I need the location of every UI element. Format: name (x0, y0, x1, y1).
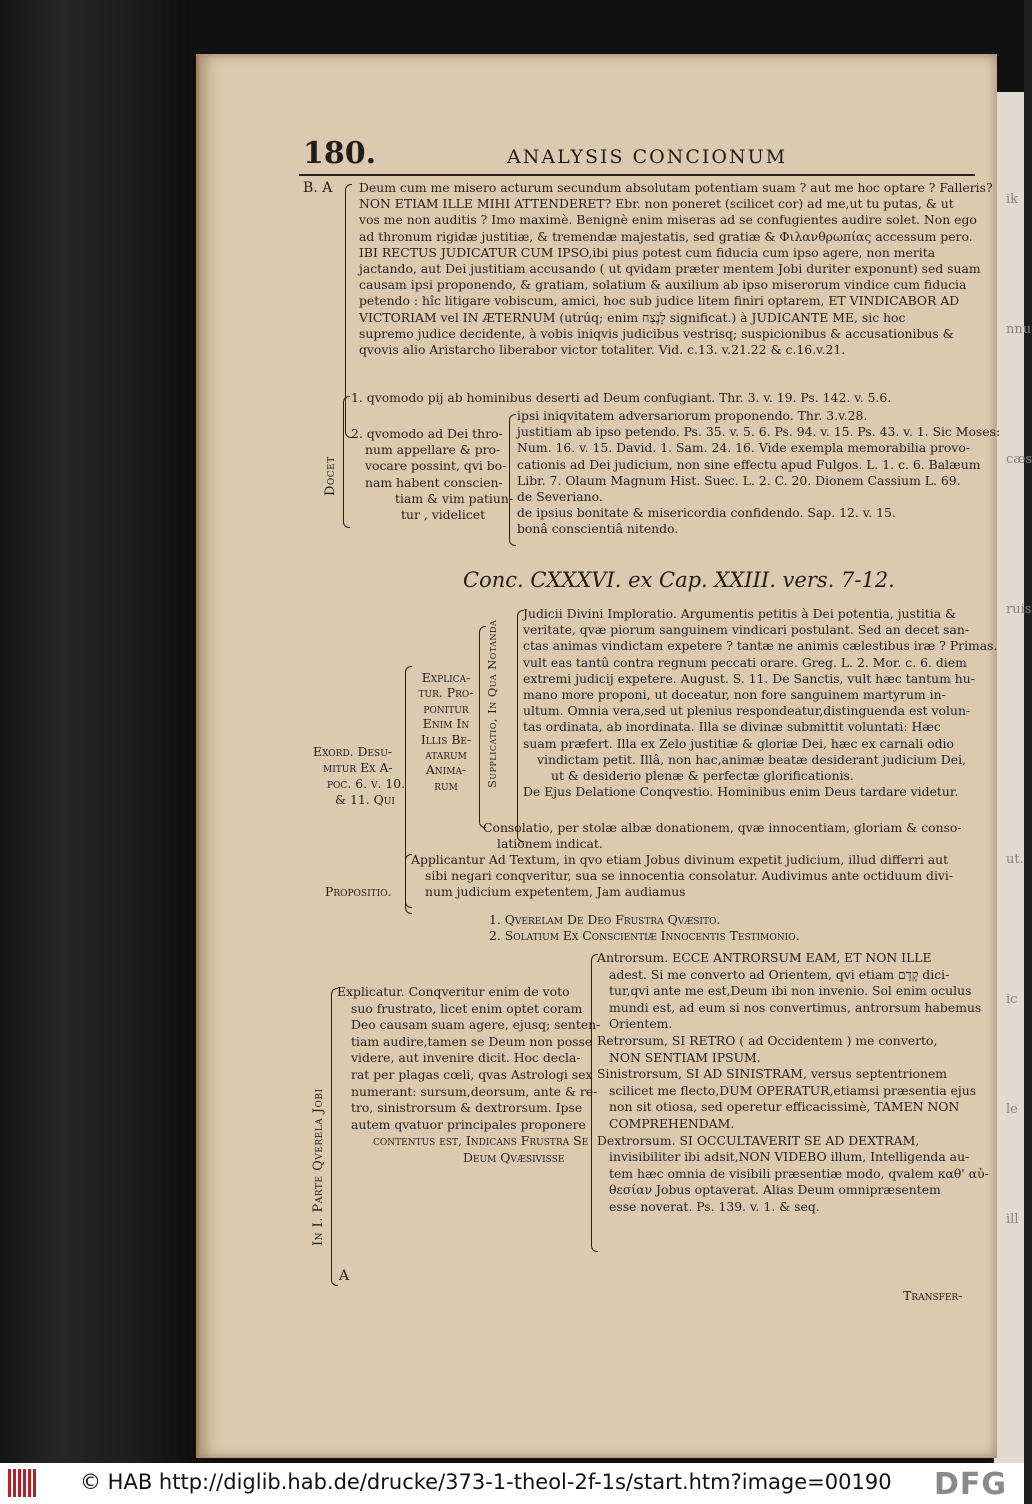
list-item: 2. Solatium Ex Conscientiæ Innocentis Testimonio. (489, 928, 800, 944)
text-line: Anima- (425, 762, 467, 778)
text-line: tiam & vim patiun- (395, 490, 514, 506)
text-line: COMPREHENDAM. (609, 1115, 735, 1131)
docet-item-2-right (517, 408, 1000, 538)
text-line: tur , videlicet (401, 507, 486, 523)
text-line: supremo judice decidente, à vobis iniqvis judicibus vestrisq; suspicionibus & accusationibus & (359, 325, 954, 341)
text-line: ponitur (423, 700, 469, 716)
part1-left (337, 984, 600, 1167)
text-line: Explica- (421, 670, 471, 685)
text-line: rat per plagas cœli, qvas Astrologi sex (351, 1066, 593, 1082)
text-line: Deum Qvæsivisse (463, 1149, 565, 1165)
text-line: tas ordinata, ab inordinata. Illa se divinæ submittit voluntati: Hæc (523, 719, 941, 735)
text-line: ut & desiderio plenæ & perfectæ glorificationis. (551, 768, 854, 784)
list-item: 1. Qverelam De Deo Frustra Qvæsito. (489, 912, 721, 927)
consolatio (483, 820, 962, 852)
text-line: num judicium expetentem, Jam audiamus (425, 884, 686, 900)
propositio-text (411, 852, 953, 901)
text-line: tur,qvi ante me est,Deum ibi non invenio. Sol enim oculus (609, 983, 972, 999)
text-line: petendo : hîc litigare vobiscum, amici, hoc sub judice litem finiri optarem, ET VINDICABOR AD (359, 293, 960, 309)
text-line: Antrorsum. ECCE ANTRORSUM EAM, ET NON ILLE (597, 950, 932, 965)
docet-label: Docet (323, 456, 338, 496)
text-line: vult eas tantû contra regnum peccati orare. Greg. L. 2. Mor. c. 6. diem (523, 654, 967, 670)
paragraph-a (359, 180, 993, 358)
fragment: le (1006, 1102, 1018, 1117)
fragment: nnu (1006, 322, 1032, 337)
text-line: NON SENTIAM IPSUM. (609, 1049, 761, 1065)
text-line: vos me non auditis ? Imo maximè. Benignè enim miseras ad se confugientes audire solet. Non ego (359, 212, 977, 228)
text-line: tiam audire,tamen se Deum non posse (351, 1033, 593, 1049)
dfg-logo: DFG (934, 1467, 1008, 1502)
text-line: scilicet me flecto,DUM OPERATUR,etiamsi præsentia ejus (609, 1082, 977, 1098)
text-line: invisibiliter ibi adsit,NON VIDEBO illum, Intelligenda au- (609, 1149, 970, 1165)
propositio-label: Propositio. (325, 884, 392, 899)
text-line: rum (434, 777, 458, 793)
fragment: ruis (1006, 602, 1032, 617)
text-line: cationis ad Dei judicium, non sine effectu apud Fulgos. L. 1. c. 6. Balæum (517, 456, 981, 472)
page-number: 180. (303, 136, 377, 171)
fragment: ik (1006, 192, 1019, 207)
text-line: num appellare & pro- (365, 442, 501, 458)
text-line: tur. Pro- (418, 685, 474, 701)
text-line: bonâ conscientiâ nitendo. (517, 521, 679, 537)
brace (343, 396, 350, 528)
propositio-items (489, 912, 800, 944)
text-line: de Severiano. (517, 489, 603, 505)
text-line: Exord. Desu- (313, 744, 392, 759)
text-line: adest. Si me converto ad Orientem, qvi etiam קֶדֶם dici- (609, 966, 950, 982)
text-line: sibi negari conqveritur, sua se innocentia consolatur. Audivimus ante octiduum divi- (425, 868, 954, 884)
text-line: extremi judicij expetere. August. S. 11. De Sanctis, vult hæc tantum hu- (523, 670, 975, 686)
text-line: De Ejus Delatione Conqvestio. Hominibus enim Deus tardare videtur. (523, 784, 959, 800)
text-line: Judicii Divini Imploratio. Argumentis petitis à Dei potentia, justitia & (523, 606, 957, 621)
text-line: qvovis alio Aristarcho liberabor victor totaliter. Vid. c.13. v.21.22 & c.16.v.21. (359, 342, 846, 358)
book-page (196, 54, 1001, 1458)
text-line: vindictam petit. Illâ, non hac,animæ beatæ desiderant judicium Dei, (537, 751, 966, 767)
part1-label: In I. Parte Qverela Jobi (311, 1088, 326, 1246)
text-line: Num. 16. v. 15. David. 1. Sam. 24. 16. Vide exempla memorabilia provo- (517, 440, 971, 456)
text-line: mano more proponi, ut doceatur, non fore sanguinem martyrum in- (523, 687, 946, 703)
text-line: Consolatio, per stolæ albæ donationem, qvæ innocentiam, gloriam & conso- (483, 820, 962, 835)
text-line: Dextrorsum. SI OCCULTAVERIT SE AD DEXTRAM, (597, 1132, 920, 1148)
text-line: atarum (425, 747, 467, 763)
text-line: nam habent conscien- (365, 474, 503, 490)
text-line: Retrorsum, SI RETRO ( ad Occidentem ) me converto, (597, 1032, 938, 1048)
text-line: Orientem. (609, 1016, 673, 1032)
text-line: causam ipsi proponendo, & gratiam, solatium & auxilium ab ipso miserorum vindice cum fiducia (359, 277, 967, 293)
text-line: Enim In (422, 716, 470, 732)
text-line: non sit otiosa, sed operetur efficacissimè, TAMEN NON (609, 1099, 960, 1115)
text-line: vocare possint, qvi bo- (365, 458, 507, 474)
footer-bar (0, 1463, 1024, 1504)
text-line: Deo causam suam agere, ejusq; senten- (351, 1017, 601, 1033)
text-line: jactando, aut Dei justitiam accusando ( ut qvidam præter mentem Jobi duriter exponunt) sed suam (359, 261, 981, 277)
hab-logo-icon (8, 1469, 48, 1499)
fragment: ic (1006, 992, 1018, 1007)
text-line: θεσίαν Jobus optaverat. Alias Deum omnipræsentem (609, 1182, 941, 1198)
text-line: tro, sinistrorsum & dextrorsum. Ipse (351, 1100, 583, 1116)
running-title: ANALYSIS CONCIONUM (507, 146, 788, 168)
text-line: mitur Ex A- (323, 760, 393, 775)
docet-item-2-left (351, 426, 513, 523)
text-line: tem hæc omnia de visibili præsentiæ modo, qvalem καθ' αὐ- (609, 1165, 989, 1181)
text-line: ipsi iniqvitatem adversariorum proponendo. Thr. 3.v.28. (517, 408, 868, 423)
text-line: ultum. Omnia vera,sed ut plenius respondeatur,distinguenda est volun- (523, 703, 971, 719)
fragment: cæs (1006, 452, 1032, 467)
text-line: Illis Be- (420, 731, 472, 747)
text-line: VICTORIAM vel IN ÆTERNUM (utrúq; enim לָנֶצַח significat.) à JUDICANTE ME, sic hoc (359, 309, 906, 325)
text-line: NON ETIAM ILLE MIHI ATTENDERET? Ebr. non poneret (scilicet cor) ad me,ut tu putas, & ut (359, 196, 954, 212)
text-line: numerant: sursum,deorsum, ante & re- (351, 1083, 598, 1099)
text-line: Deum cum me misero acturum secundum absolutam potentiam suam ? aut me hoc optare ? Falleris? (359, 180, 993, 195)
text-line: Libr. 7. Olaum Magnum Hist. Suec. L. 2. C. 20. Dionem Cassium L. 69. (517, 472, 961, 488)
text-line: veritate, qvæ piorum sanguinem vindicari postulant. Sed an decet san- (523, 622, 970, 638)
part1-right (597, 950, 989, 1216)
exord-right (523, 606, 997, 800)
text-line: poc. 6. v. 10. (327, 776, 406, 791)
text-line: mundi est, ad eum si nos convertimus, antrorsum habemus (609, 999, 982, 1015)
text-line: justitiam ab ipso petendo. Ps. 35. v. 5. 6. Ps. 94. v. 15. Ps. 43. v. 1. Sic Moses: (517, 424, 1001, 440)
text-line: lationem indicat. (497, 836, 603, 852)
text-line: videre, aut invenire dicit. Hoc decla- (351, 1050, 581, 1066)
text-line: contentus est, Indicans Frustra Se (373, 1133, 589, 1149)
text-line: ctas animas vindictam expetere ? tantæ ne animis cælestibus iræ ? Primas. (523, 638, 998, 654)
conc-title: Conc. CXXXVI. ex Cap. XXIII. vers. 7-12. (463, 568, 895, 592)
text-line: esse noverat. Ps. 139. v. 1. & seq. (609, 1198, 820, 1214)
catchword: Transfer- (903, 1288, 963, 1303)
next-page-edge (994, 92, 1032, 1472)
text-line: 2. qvomodo ad Dei thro- (351, 426, 503, 441)
fragment: ut. (1006, 852, 1024, 867)
text-line: Sinistrorsum, SI AD SINISTRAM, versus septentrionem (597, 1066, 948, 1082)
docet-item-1: 1. qvomodo pij ab hominibus deserti ad Deum confugiant. Thr. 3. v. 19. Ps. 142. v. 5.6. (351, 390, 892, 405)
brace (509, 414, 516, 546)
text-line: suo frustrato, licet enim optet coram (351, 1000, 583, 1016)
exord-label (313, 744, 405, 808)
supplicatio-label: Supplicatio, In Qua Notanda (485, 619, 499, 788)
text-line: IBI RECTUS JUDICATUR CUM IPSO,ibi pius potest cum fiducia cum ipso agere, non merita (359, 244, 936, 260)
header-rule (299, 174, 975, 176)
text-line: Explicatur. Conqveritur enim de voto (337, 984, 570, 999)
text-line: Applicantur Ad Textum, in qvo etiam Jobus divinum expetit judicium, illud differri aut (411, 852, 949, 867)
text-line: & 11. Qui (335, 792, 395, 807)
text-line: de ipsius bonitate & misericordia confidendo. Sap. 12. v. 15. (517, 505, 896, 521)
section-marker: B. A (303, 180, 333, 196)
copyright-link[interactable]: © HAB http://diglib.hab.de/drucke/373-1-theol-2f-1s/start.htm?image=00190 (80, 1470, 892, 1494)
text-line: suam præfert. Illa ex Zelo justitiæ & gloriæ Dei, hæc ex carnali odio (523, 735, 954, 751)
signature-mark: A (339, 1268, 350, 1284)
text-line: autem qvatuor principales proponere (351, 1116, 586, 1132)
text-line: ad thronum rigidæ justitiæ, & tremendæ majestatis, sed gratiæ & Φιλανθρωπίας accessum pero. (359, 228, 973, 244)
fragment: ill (1006, 1212, 1019, 1227)
exord-middle (411, 670, 481, 793)
